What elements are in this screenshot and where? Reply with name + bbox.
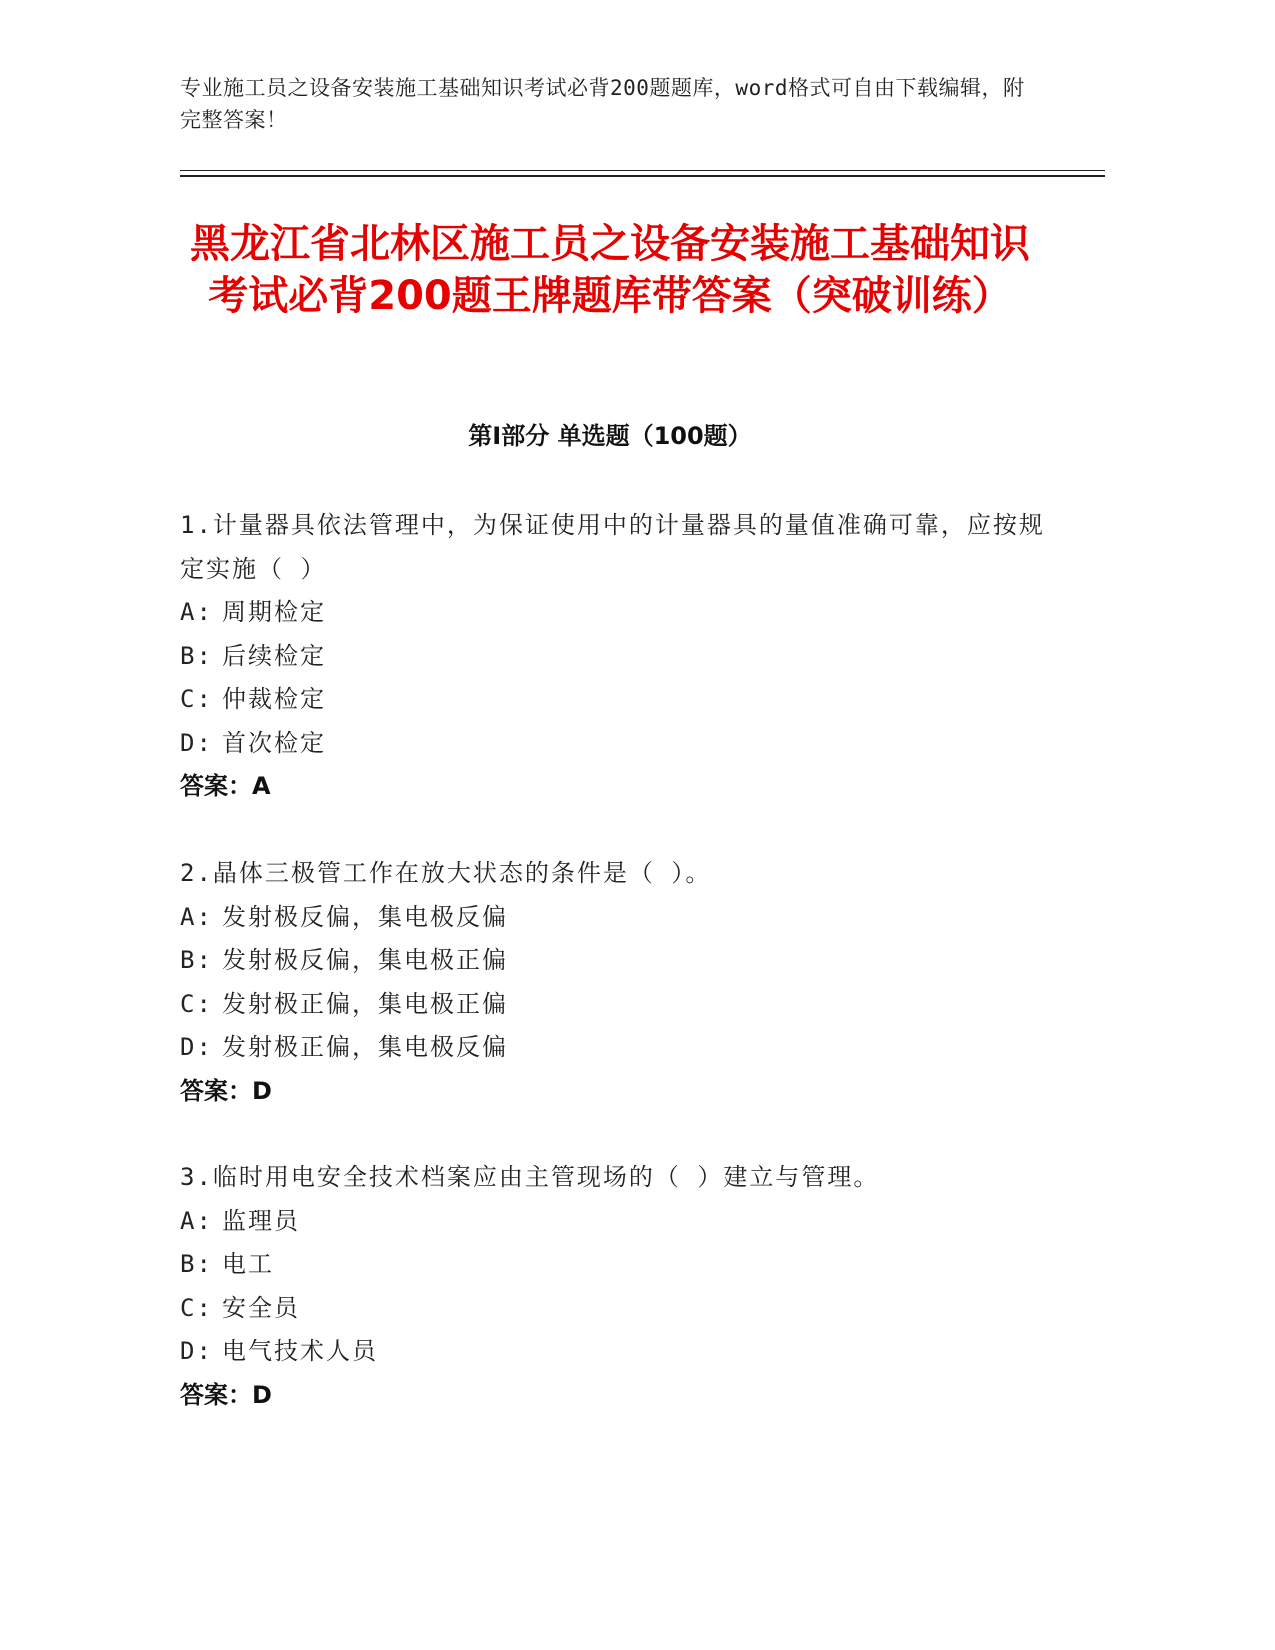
option-d xyxy=(180,1330,1060,1374)
option-a xyxy=(180,896,1060,940)
option-text: 发射极反偏，集电极反偏 xyxy=(222,902,508,931)
option-key: A: xyxy=(180,1206,213,1235)
option-d xyxy=(180,1026,1060,1070)
option-text: 发射极正偏，集电极反偏 xyxy=(222,1033,508,1061)
option-key: A: xyxy=(180,598,213,626)
option-key: B: xyxy=(180,1250,213,1278)
option-c xyxy=(180,983,1060,1027)
option-key: B: xyxy=(180,946,213,974)
option-text: 安全员 xyxy=(222,1293,300,1322)
question-stem: 2.晶体三极管工作在放大状态的条件是（ ）。 xyxy=(180,859,712,887)
option-a xyxy=(180,591,1060,635)
document-title: 黑龙江省北林区施工员之设备安装施工基础知识考试必背200题王牌题库带答案（突破训练） xyxy=(190,221,1030,319)
question-stem: 3.临时用电安全技术档案应由主管现场的（ ）建立与管理。 xyxy=(180,1163,880,1191)
option-text: 监理员 xyxy=(222,1206,300,1235)
option-text: 电工 xyxy=(222,1250,274,1278)
option-key: C: xyxy=(180,1293,213,1322)
option-text: 发射极正偏，集电极正偏 xyxy=(222,989,508,1018)
option-c xyxy=(180,1287,1060,1331)
option-text: 电气技术人员 xyxy=(222,1337,378,1365)
option-text: 首次检定 xyxy=(222,728,326,757)
answer-line: 答案：A xyxy=(180,772,271,800)
question-1 xyxy=(180,504,1060,809)
answer-line: 答案：D xyxy=(180,1076,272,1105)
option-key: B: xyxy=(180,641,213,670)
question-3 xyxy=(180,1156,1060,1417)
option-key: C: xyxy=(180,989,213,1018)
option-key: C: xyxy=(180,685,213,713)
option-text: 周期检定 xyxy=(222,598,326,626)
section-heading: 第I部分 单选题（100题） xyxy=(468,422,752,450)
question-2 xyxy=(180,852,1060,1113)
option-key: D: xyxy=(180,1033,213,1061)
option-a xyxy=(180,1200,1060,1244)
answer-line: 答案：D xyxy=(180,1380,272,1409)
header-divider-thin xyxy=(180,170,1105,171)
option-text: 后续检定 xyxy=(222,641,326,670)
header-note: 专业施工员之设备安装施工基础知识考试必背200题题库，word格式可自由下载编辑，附完整答案！ xyxy=(180,76,1025,132)
question-stem: 1.计量器具依法管理中，为保证使用中的计量器具的量值准确可靠，应按规定实施（ ） xyxy=(180,511,1045,583)
option-c xyxy=(180,678,1060,722)
option-b xyxy=(180,939,1060,983)
option-key: D: xyxy=(180,728,213,757)
option-b xyxy=(180,635,1060,679)
option-key: A: xyxy=(180,902,213,931)
option-text: 仲裁检定 xyxy=(222,685,326,713)
option-d xyxy=(180,722,1060,766)
header-divider-thick xyxy=(180,175,1105,177)
option-key: D: xyxy=(180,1337,213,1365)
option-b xyxy=(180,1243,1060,1287)
option-text: 发射极反偏，集电极正偏 xyxy=(222,946,508,974)
